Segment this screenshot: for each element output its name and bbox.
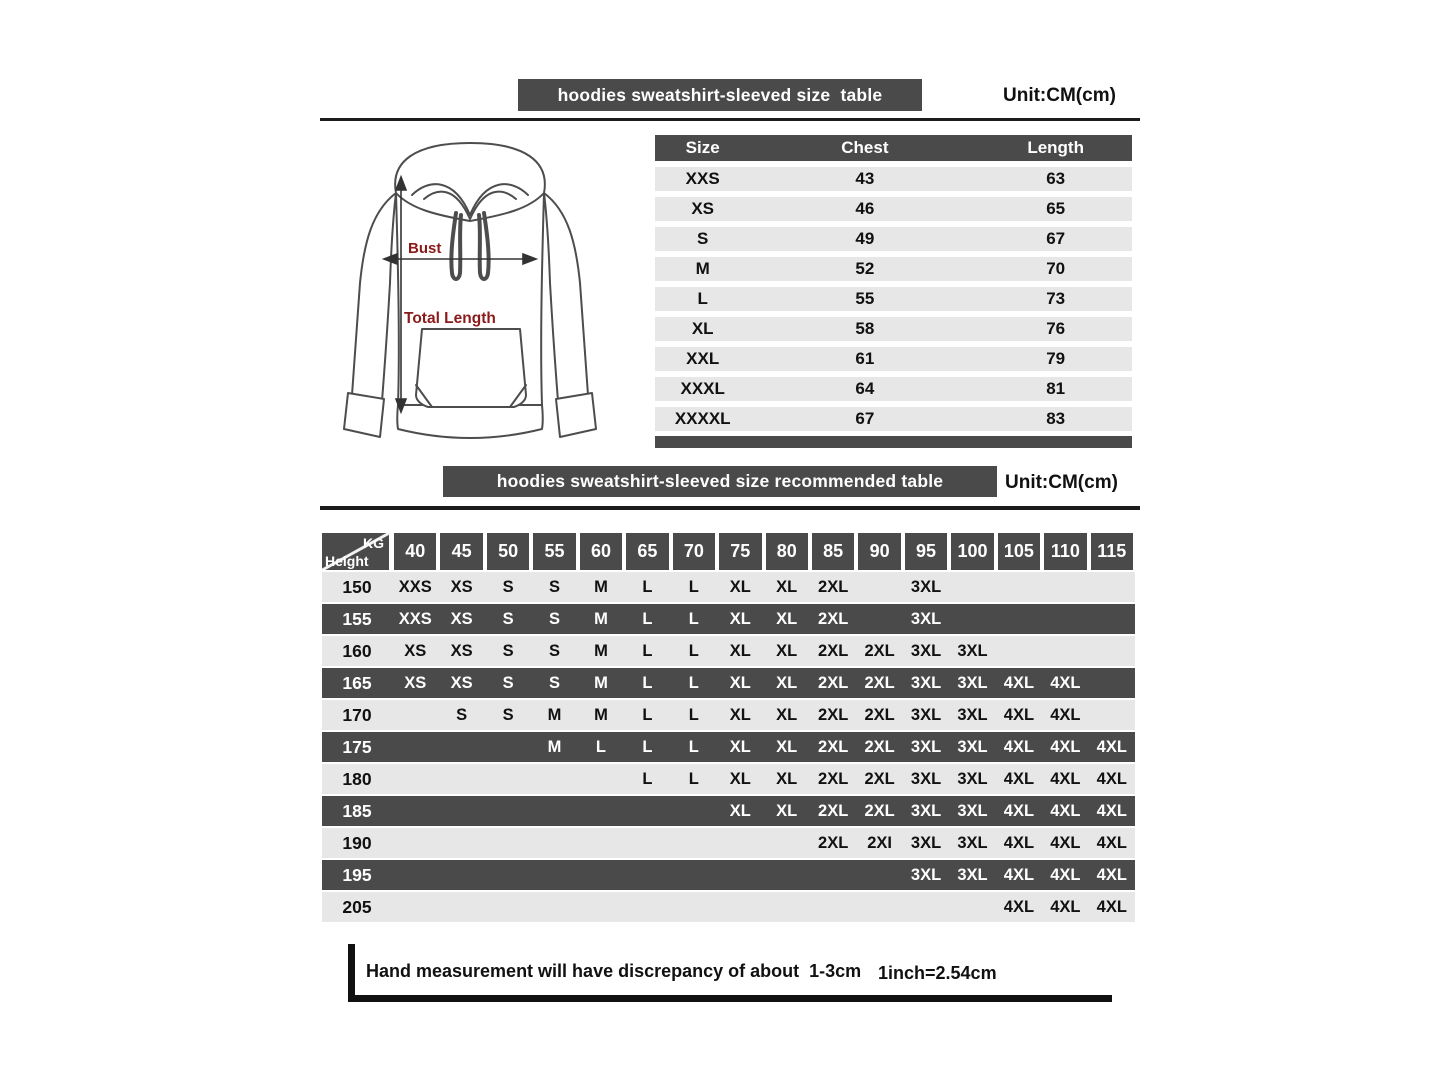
length-cell: 70 — [1046, 259, 1066, 278]
size-recommendation-cell: M — [594, 641, 608, 660]
size-recommendation-cell: 2XL — [864, 737, 895, 756]
size-recommendation-cell: XL — [776, 577, 798, 596]
top-divider-line — [320, 118, 1140, 121]
length-cell: 76 — [1046, 319, 1066, 338]
weight-column-header: 50 — [487, 533, 529, 570]
chest-cell: 43 — [855, 169, 875, 188]
size-recommendation-cell: M — [594, 577, 608, 596]
size-recommendation-cell: 4XL — [1003, 737, 1035, 756]
size-recommendation-cell: M — [594, 609, 608, 628]
weight-column-header: 95 — [905, 533, 947, 570]
size-recommendation-cell: 3XL — [957, 641, 988, 660]
weight-column-header: 40 — [394, 533, 436, 570]
size-recommendation-cell: 2XL — [864, 769, 895, 788]
size-recommendation-cell: 3XL — [957, 865, 988, 884]
size-recommendation-cell: 2XL — [818, 769, 849, 788]
size-recommendation-cell: 3XL — [910, 673, 942, 692]
weight-column-header: 45 — [440, 533, 482, 570]
size-recommendation-cell: L — [688, 641, 699, 660]
height-row-label: 190 — [342, 832, 372, 853]
weight-column-header: 75 — [719, 533, 761, 570]
size-recommendation-cell: M — [594, 705, 608, 724]
size-recommendation-cell: 2XL — [864, 801, 895, 820]
size-recommendation-cell: S — [549, 577, 561, 596]
middle-divider-line — [320, 506, 1140, 510]
chest-cell: 46 — [855, 199, 875, 218]
chest-cell: 49 — [855, 229, 875, 248]
size-recommendation-cell: 2XL — [818, 609, 849, 628]
size-recommendation-cell: 4XL — [1003, 801, 1035, 820]
size-recommendation-cell: S — [549, 641, 561, 660]
chest-cell: 67 — [855, 409, 875, 428]
size-recommendation-cell: 4XL — [1050, 737, 1081, 756]
size-recommendation-cell: 4XL — [1050, 769, 1081, 788]
size-recommendation-cell: 4XL — [1050, 801, 1081, 820]
footer-bracket-horizontal — [348, 995, 1112, 1002]
matrix-row — [322, 668, 1135, 698]
size-recommendation-cell: XL — [729, 705, 751, 724]
size-recommendation-cell: 3XL — [910, 865, 942, 884]
size-recommendation-cell: 4XL — [1003, 705, 1035, 724]
hoodie-left-cuff — [344, 393, 384, 437]
size-table-unit-label: Unit:CM(cm) — [1003, 85, 1116, 106]
footer-bracket-vertical — [348, 944, 355, 1002]
size-recommendation-cell: XL — [729, 641, 751, 660]
size-recommendation-cell: 4XL — [1050, 833, 1081, 852]
size-recommendation-cell: 3XL — [957, 737, 988, 756]
height-row-label: 165 — [342, 672, 372, 693]
size-table-header-row — [655, 135, 1132, 161]
chest-cell: 55 — [855, 289, 875, 308]
size-recommendation-cell: 3XL — [957, 705, 988, 724]
matrix-row — [322, 604, 1135, 634]
size-recommendation-cell: M — [594, 673, 608, 692]
size-recommendation-cell: M — [547, 737, 562, 756]
weight-column-header: 90 — [858, 533, 900, 570]
size-recommendation-cell: 3XL — [910, 705, 942, 724]
size-recommendation-cell: 3XL — [957, 801, 988, 820]
size-recommendation-cell: 3XL — [910, 609, 942, 628]
size-recommendation-cell: XL — [729, 609, 751, 628]
size-recommendation-cell: 3XL — [957, 769, 988, 788]
size-recommendation-cell: XS — [404, 641, 427, 660]
matrix-row — [322, 860, 1135, 890]
size-table-row — [655, 407, 1132, 431]
kg-height-corner-cell — [322, 533, 389, 570]
inch-conversion-note: 1inch=2.54cm — [878, 963, 997, 983]
size-recommendation-cell: 4XL — [1003, 897, 1035, 916]
size-recommendation-cell: 4XL — [1003, 769, 1035, 788]
size-table-row — [655, 167, 1132, 191]
size-recommendation-cell: XS — [404, 673, 427, 692]
chest-cell: 52 — [855, 259, 875, 278]
size-recommendation-cell: L — [595, 737, 607, 756]
weight-column-header: 85 — [812, 533, 854, 570]
size-cell: XS — [691, 199, 715, 218]
size-recommendation-cell: XXS — [398, 609, 432, 628]
hoodie-left-sleeve — [352, 193, 396, 401]
size-cell: XXL — [686, 349, 720, 368]
matrix-row — [322, 764, 1135, 794]
size-recommendation-cell: 3XL — [910, 577, 942, 596]
size-recommendation-cell: XL — [776, 737, 798, 756]
size-recommendation-cell: S — [549, 673, 561, 692]
length-cell: 81 — [1046, 379, 1066, 398]
size-recommendation-cell: 3XL — [910, 801, 942, 820]
size-recommendation-cell: XL — [729, 769, 751, 788]
chest-cell: 64 — [855, 379, 875, 398]
height-row-label: 155 — [342, 608, 372, 629]
size-recommendation-cell: XL — [776, 705, 798, 724]
size-recommendation-cell: S — [456, 705, 468, 724]
matrix-row — [322, 796, 1135, 826]
weight-column-header: 80 — [766, 533, 808, 570]
size-recommendation-cell: L — [688, 609, 699, 628]
size-recommendation-cell: 4XL — [1096, 737, 1127, 756]
size-recommendation-cell: M — [547, 705, 562, 724]
size-recommendation-cell: L — [642, 705, 653, 724]
size-recommendation-cell: 4XL — [1096, 865, 1127, 884]
size-table — [655, 135, 1132, 448]
size-recommendation-cell: L — [642, 769, 653, 788]
size-table-bottom-bar — [655, 436, 1132, 448]
size-recommendation-cell: L — [688, 769, 699, 788]
size-recommendation-cell: XS — [450, 673, 473, 692]
height-corner-label: Height — [325, 553, 369, 569]
matrix-row — [322, 732, 1135, 762]
size-cell: S — [697, 229, 709, 248]
size-recommendation-cell: 4XL — [1050, 673, 1081, 692]
size-recommendation-cell: XL — [776, 673, 798, 692]
size-recommendation-cell: XL — [729, 673, 751, 692]
size-recommendation-cell: L — [688, 577, 699, 596]
hoodie-pocket — [416, 329, 526, 407]
chest-column-header: Chest — [841, 138, 889, 157]
size-recommendation-cell: 2XL — [818, 641, 849, 660]
size-recommendation-cell: 2XL — [818, 705, 849, 724]
size-recommendation-cell: 4XL — [1003, 865, 1035, 884]
size-recommendation-cell: 2XL — [864, 641, 895, 660]
size-recommendation-cell: L — [688, 705, 699, 724]
size-cell: XXS — [685, 169, 720, 188]
size-recommendation-cell: 4XL — [1003, 833, 1035, 852]
recommended-size-matrix — [322, 533, 1135, 922]
weight-column-header: 100 — [951, 533, 993, 570]
size-cell: M — [695, 259, 710, 278]
size-cell: XXXL — [680, 379, 725, 398]
recommended-table-unit-label: Unit:CM(cm) — [1005, 472, 1118, 493]
size-recommendation-cell: 2XL — [864, 705, 895, 724]
matrix-header — [322, 533, 1135, 570]
height-row-label: 170 — [342, 704, 372, 725]
weight-column-header: 110 — [1044, 533, 1086, 570]
size-recommendation-cell: 2XI — [867, 833, 892, 852]
size-recommendation-cell: 3XL — [957, 833, 988, 852]
length-cell: 83 — [1046, 409, 1066, 428]
matrix-body — [322, 572, 1135, 922]
size-recommendation-cell: 4XL — [1096, 897, 1127, 916]
total-length-label: Total Length — [404, 310, 496, 327]
length-cell: 63 — [1046, 169, 1066, 188]
size-recommendation-cell: XL — [729, 737, 751, 756]
hoodie-hem-band — [397, 405, 543, 438]
height-row-label: 180 — [342, 768, 372, 789]
height-row-label: 175 — [342, 736, 372, 757]
size-recommendation-cell: 2XL — [818, 801, 849, 820]
chest-cell: 61 — [855, 349, 875, 368]
size-recommendation-cell: L — [642, 577, 653, 596]
height-row-label: 150 — [342, 576, 372, 597]
size-recommendation-cell: L — [688, 673, 699, 692]
height-row-label: 160 — [342, 640, 372, 661]
size-table-row — [655, 317, 1132, 341]
size-recommendation-cell: XL — [776, 609, 798, 628]
height-row-label: 205 — [342, 896, 372, 917]
size-recommendation-cell: 2XL — [864, 673, 895, 692]
size-recommendation-cell: XS — [450, 609, 473, 628]
recommended-table-title-bar: hoodies sweatshirt-sleeved size recommended table — [443, 466, 997, 497]
size-cell: XXXXL — [674, 409, 731, 428]
size-recommendation-cell: XL — [776, 769, 798, 788]
size-table-row — [655, 347, 1132, 371]
size-recommendation-cell: S — [549, 609, 561, 628]
length-cell: 73 — [1046, 289, 1066, 308]
matrix-row — [322, 700, 1135, 730]
size-recommendation-cell: XXS — [398, 577, 432, 596]
size-table-row — [655, 227, 1132, 251]
size-recommendation-cell: XL — [729, 801, 751, 820]
size-cell: L — [697, 289, 708, 308]
size-recommendation-cell: S — [502, 705, 514, 724]
size-cell: XL — [691, 319, 714, 338]
length-cell: 67 — [1046, 229, 1066, 248]
height-row-label: 195 — [342, 864, 372, 885]
size-recommendation-cell: 2XL — [818, 737, 849, 756]
weight-column-header: 70 — [673, 533, 715, 570]
length-cell: 79 — [1046, 349, 1066, 368]
kg-corner-label: KG — [363, 535, 384, 551]
matrix-row — [322, 892, 1135, 922]
size-recommendation-cell: L — [688, 737, 699, 756]
size-recommendation-cell: S — [502, 577, 514, 596]
size-recommendation-cell: L — [642, 641, 653, 660]
size-table-row — [655, 257, 1132, 281]
size-recommendation-cell: 4XL — [1050, 705, 1081, 724]
matrix-row — [322, 636, 1135, 666]
size-column-header: Size — [685, 138, 720, 157]
size-table-row — [655, 287, 1132, 311]
size-recommendation-cell: L — [642, 673, 653, 692]
size-table-body — [655, 167, 1132, 431]
size-recommendation-cell: L — [642, 737, 653, 756]
size-recommendation-cell: 3XL — [910, 737, 942, 756]
size-recommendation-cell: 4XL — [1050, 897, 1081, 916]
size-recommendation-cell: S — [502, 609, 514, 628]
size-recommendation-cell: 4XL — [1050, 865, 1081, 884]
size-recommendation-cell: XL — [729, 577, 751, 596]
size-recommendation-cell: S — [502, 673, 514, 692]
size-recommendation-cell: XL — [776, 641, 798, 660]
hoodie-right-cuff — [556, 393, 596, 437]
measurement-discrepancy-note: Hand measurement will have discrepancy of about 1-3cm — [366, 961, 862, 981]
size-recommendation-cell: S — [502, 641, 514, 660]
length-cell: 65 — [1046, 199, 1066, 218]
size-recommendation-cell: 3XL — [910, 641, 942, 660]
size-recommendation-cell: 2XL — [818, 833, 849, 852]
size-recommendation-cell: 4XL — [1096, 769, 1127, 788]
matrix-row — [322, 572, 1135, 602]
size-recommendation-cell: 3XL — [910, 833, 942, 852]
bust-label: Bust — [408, 240, 442, 257]
chest-cell: 58 — [855, 319, 875, 338]
height-row-label: 185 — [342, 800, 372, 821]
size-recommendation-cell: 2XL — [818, 577, 849, 596]
size-recommendation-cell: XS — [450, 641, 473, 660]
hoodie-measurement-diagram — [332, 133, 608, 459]
weight-column-header: 65 — [626, 533, 668, 570]
weight-column-header: 115 — [1091, 533, 1133, 570]
size-table-row — [655, 197, 1132, 221]
size-recommendation-cell: 3XL — [957, 673, 988, 692]
size-table-row — [655, 377, 1132, 401]
size-recommendation-cell: L — [642, 609, 653, 628]
size-recommendation-cell: XS — [450, 577, 473, 596]
size-recommendation-cell: 4XL — [1096, 833, 1127, 852]
matrix-row — [322, 828, 1135, 858]
size-recommendation-cell: 3XL — [910, 769, 942, 788]
hoodie-right-sleeve — [544, 193, 588, 401]
size-recommendation-cell: XL — [776, 801, 798, 820]
length-column-header: Length — [1027, 138, 1084, 157]
weight-column-header: 60 — [580, 533, 622, 570]
size-recommendation-cell: 4XL — [1096, 801, 1127, 820]
size-recommendation-cell: 4XL — [1003, 673, 1035, 692]
weight-column-header: 55 — [533, 533, 575, 570]
size-recommendation-cell: 2XL — [818, 673, 849, 692]
weight-column-header: 105 — [998, 533, 1040, 570]
size-table-title-bar: hoodies sweatshirt-sleeved size table — [518, 79, 922, 111]
